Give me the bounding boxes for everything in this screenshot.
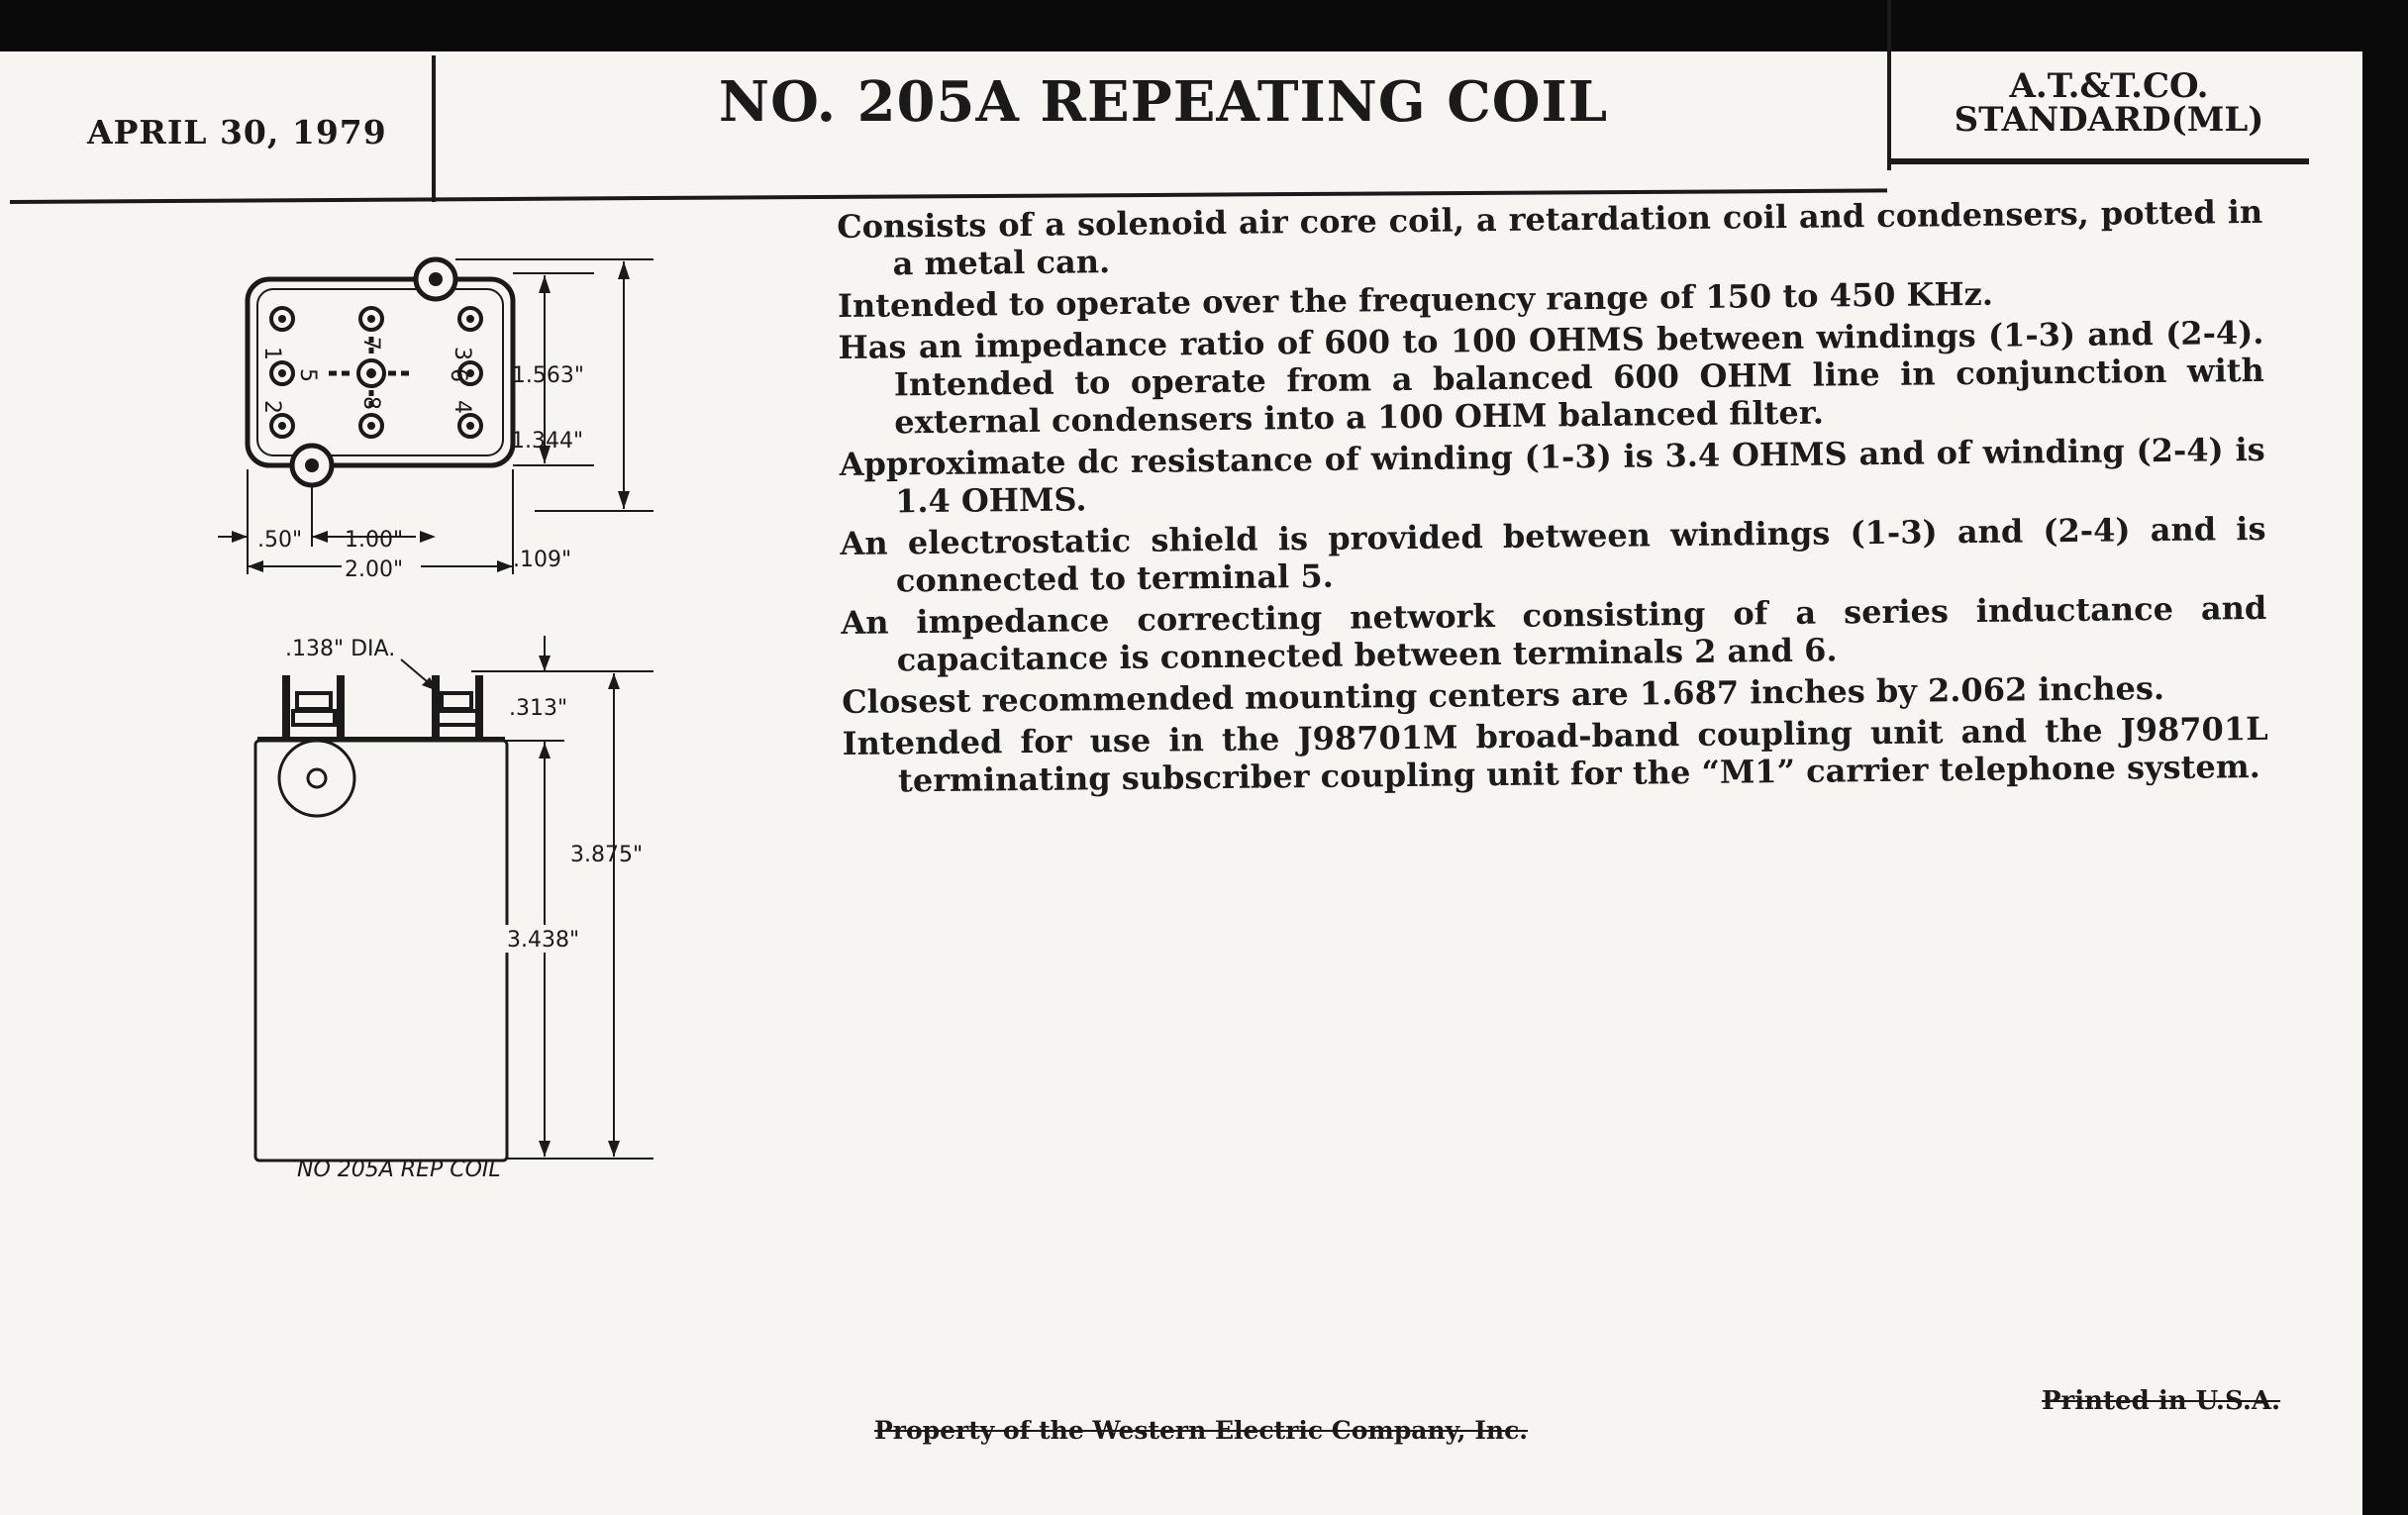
terminal-label-2: 2: [259, 400, 284, 414]
description-paragraph: Intended for use in the J98701M broad-band coupling unit and the J98701L terminating subscriber coupling unit for the “M1” carrier telephone system.: [842, 709, 2268, 800]
terminal-4: [459, 415, 481, 437]
property-notice: Property of the Western Electric Company, Inc.: [874, 1416, 1529, 1445]
description-paragraph: Approximate dc resistance of winding (1-3) is 3.4 OHMS and of winding (2-4) is 1.4 OHMS.: [839, 430, 2265, 521]
terminal-label-3: 3: [450, 347, 474, 360]
can-caption: NO 205A REP COIL: [297, 1158, 501, 1180]
description-paragraph: Consists of a solenoid air core coil, a retardation coil and condensers, potted in a metal can.: [837, 192, 2263, 283]
description-block: [837, 193, 2268, 804]
header-divider-left: [432, 55, 436, 202]
header-divider-right: [1887, 0, 1891, 170]
description-paragraph: Closest recommended mounting centers are 1.687 inches by 2.062 inches.: [842, 668, 2165, 721]
header-rule-right: [1887, 158, 2309, 164]
description-paragraph: Intended to operate over the frequency range of 150 to 450 KHz.: [837, 274, 1994, 325]
standard-line-2: STANDARD(ML): [1954, 100, 2264, 140]
dim-height-outer: 1.563": [511, 363, 584, 388]
terminal-1: [271, 308, 293, 330]
terminal-label-4: 4: [450, 400, 474, 414]
dim-mid: 1.00": [345, 528, 404, 553]
standard-line-1: A.T.&T.CO.: [2009, 66, 2209, 106]
dim-left: .50": [257, 528, 303, 553]
top-view-drawing: [218, 250, 772, 586]
description-paragraph: An electrostatic shield is provided between windings (1-3) and (2-4) and is connected to terminal 5.: [840, 509, 2266, 600]
dim-height-inner: 1.344": [511, 429, 584, 454]
spec-card: [0, 51, 2362, 1515]
dim-terminal: .313": [509, 696, 568, 721]
dim-can: 3.438": [507, 928, 580, 953]
dim-width: 2.00": [345, 557, 404, 582]
description-paragraph: Has an impedance ratio of 600 to 100 OHMS between windings (1-3) and (2-4). Intended to operate from a balanced 600 OHM line in conjunction with external condensers into a 100 OHM balanced filter.: [838, 313, 2264, 442]
terminal-5: [271, 362, 293, 384]
dim-right: .109": [513, 548, 572, 572]
terminal-label-1: 1: [259, 347, 284, 360]
terminal-3: [459, 308, 481, 330]
page-title: NO. 205A REPEATING COIL: [718, 69, 1609, 135]
terminal-label-5: 5: [295, 368, 320, 382]
terminal-label-8: 8: [358, 396, 383, 410]
hole-dia-label: .138" DIA.: [285, 637, 396, 661]
standard-label: [1896, 66, 2322, 140]
terminal-6: [358, 360, 384, 386]
terminal-2: [271, 415, 293, 437]
issue-date: APRIL 30, 1979: [87, 113, 387, 152]
dim-total: 3.875": [570, 843, 644, 867]
terminal-7: [360, 308, 382, 330]
terminal-8: [360, 415, 382, 437]
can-body: [255, 741, 507, 1161]
side-view-drawing: [238, 576, 673, 1180]
terminal-label-6: 6: [446, 368, 470, 382]
printed-notice: Printed in U.S.A.: [2042, 1386, 2281, 1416]
description-paragraph: An impedance correcting network consisting of a series inductance and capacitance is connected between terminals 2 and 6.: [841, 588, 2267, 679]
terminal-label-7: 7: [358, 337, 383, 351]
